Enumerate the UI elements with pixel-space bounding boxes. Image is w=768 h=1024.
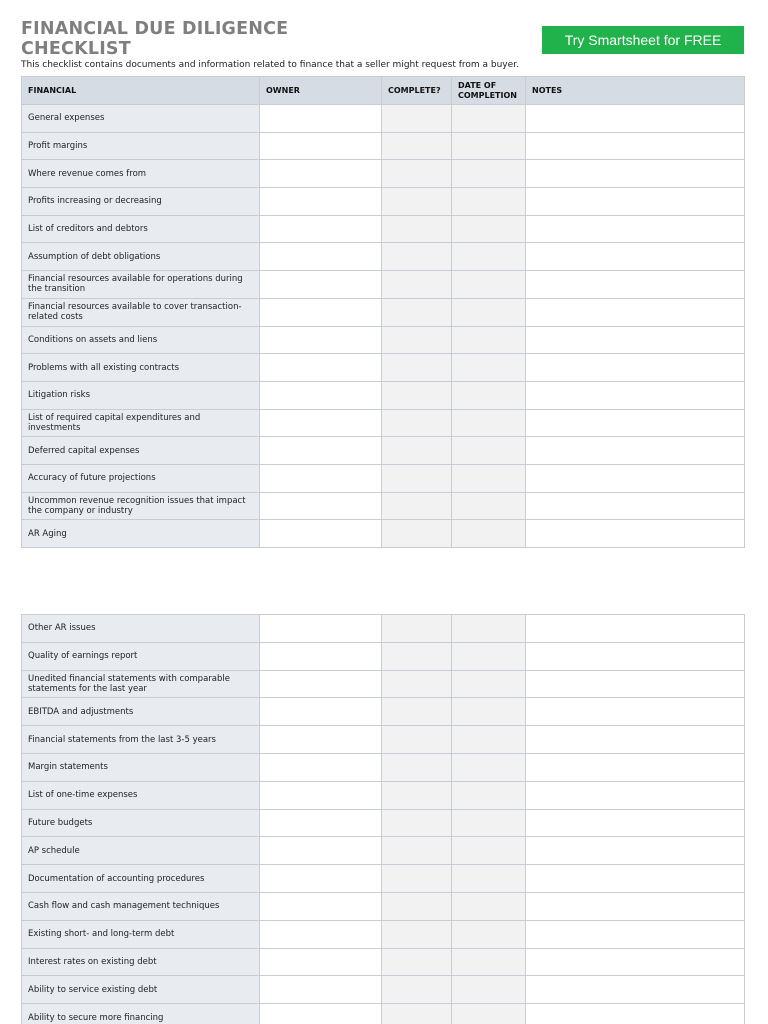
date-of-completion-cell[interactable] (452, 892, 526, 920)
owner-cell[interactable] (260, 520, 382, 548)
notes-cell[interactable] (526, 976, 745, 1004)
date-of-completion-cell[interactable] (452, 132, 526, 160)
complete-cell[interactable] (382, 326, 452, 354)
item-label: EBITDA and adjustments (22, 698, 260, 726)
table-row (22, 381, 745, 409)
complete-cell[interactable] (382, 298, 452, 326)
complete-cell[interactable] (382, 948, 452, 976)
notes-cell[interactable] (526, 215, 745, 243)
table-row (22, 492, 745, 520)
owner-cell[interactable] (260, 920, 382, 948)
table-row (22, 642, 745, 670)
date-of-completion-cell[interactable] (452, 948, 526, 976)
table-row (22, 326, 745, 354)
column-header-financial: FINANCIAL (22, 77, 260, 105)
owner-cell[interactable] (260, 726, 382, 754)
owner-cell[interactable] (260, 698, 382, 726)
date-of-completion-cell[interactable] (452, 809, 526, 837)
complete-cell[interactable] (382, 105, 452, 133)
date-of-completion-cell[interactable] (452, 642, 526, 670)
notes-cell[interactable] (526, 892, 745, 920)
complete-cell[interactable] (382, 615, 452, 643)
notes-cell[interactable] (526, 698, 745, 726)
complete-cell[interactable] (382, 132, 452, 160)
owner-cell[interactable] (260, 354, 382, 382)
item-label: Margin statements (22, 753, 260, 781)
table-row (22, 105, 745, 133)
item-label: Profits increasing or decreasing (22, 188, 260, 216)
table-row (22, 298, 745, 326)
date-of-completion-cell[interactable] (452, 105, 526, 133)
table-row (22, 892, 745, 920)
owner-cell[interactable] (260, 753, 382, 781)
notes-cell[interactable] (526, 809, 745, 837)
notes-cell[interactable] (526, 243, 745, 271)
item-label: Deferred capital expenses (22, 437, 260, 465)
date-of-completion-cell[interactable] (452, 920, 526, 948)
date-of-completion-cell[interactable] (452, 781, 526, 809)
page-title: FINANCIAL DUE DILIGENCE CHECKLIST (21, 19, 289, 59)
owner-cell[interactable] (260, 381, 382, 409)
column-header-date-of-completion: DATE OF COMPLETION (452, 77, 526, 105)
owner-cell[interactable] (260, 492, 382, 520)
owner-cell[interactable] (260, 837, 382, 865)
notes-cell[interactable] (526, 492, 745, 520)
item-label: Conditions on assets and liens (22, 326, 260, 354)
notes-cell[interactable] (526, 160, 745, 188)
date-of-completion-cell[interactable] (452, 520, 526, 548)
table-row (22, 188, 745, 216)
date-of-completion-cell[interactable] (452, 188, 526, 216)
item-label: Accuracy of future projections (22, 464, 260, 492)
item-label: AP schedule (22, 837, 260, 865)
notes-cell[interactable] (526, 837, 745, 865)
item-label: Existing short- and long-term debt (22, 920, 260, 948)
complete-cell[interactable] (382, 492, 452, 520)
item-label: Ability to service existing debt (22, 976, 260, 1004)
date-of-completion-cell[interactable] (452, 409, 526, 437)
item-label: List of required capital expenditures and investments (22, 409, 260, 437)
table-header-row (22, 77, 745, 105)
owner-cell[interactable] (260, 271, 382, 299)
complete-cell[interactable] (382, 837, 452, 865)
owner-cell[interactable] (260, 243, 382, 271)
table-row (22, 948, 745, 976)
table-row (22, 520, 745, 548)
complete-cell[interactable] (382, 726, 452, 754)
item-label: Quality of earnings report (22, 642, 260, 670)
item-label: List of one-time expenses (22, 781, 260, 809)
notes-cell[interactable] (526, 464, 745, 492)
table-row (22, 243, 745, 271)
date-of-completion-cell[interactable] (452, 837, 526, 865)
owner-cell[interactable] (260, 132, 382, 160)
item-label: Financial resources available to cover transaction-related costs (22, 298, 260, 326)
table-row (22, 837, 745, 865)
owner-cell[interactable] (260, 809, 382, 837)
notes-cell[interactable] (526, 670, 745, 698)
table-row (22, 670, 745, 698)
complete-cell[interactable] (382, 381, 452, 409)
owner-cell[interactable] (260, 976, 382, 1004)
date-of-completion-cell[interactable] (452, 298, 526, 326)
item-label: Litigation risks (22, 381, 260, 409)
owner-cell[interactable] (260, 326, 382, 354)
complete-cell[interactable] (382, 160, 452, 188)
notes-cell[interactable] (526, 1004, 745, 1024)
notes-cell[interactable] (526, 753, 745, 781)
owner-cell[interactable] (260, 105, 382, 133)
date-of-completion-cell[interactable] (452, 976, 526, 1004)
item-label: List of creditors and debtors (22, 215, 260, 243)
complete-cell[interactable] (382, 642, 452, 670)
complete-cell[interactable] (382, 409, 452, 437)
notes-cell[interactable] (526, 642, 745, 670)
notes-cell[interactable] (526, 409, 745, 437)
table-row (22, 781, 745, 809)
complete-cell[interactable] (382, 753, 452, 781)
notes-cell[interactable] (526, 381, 745, 409)
column-header-notes: NOTES (526, 77, 745, 105)
notes-cell[interactable] (526, 920, 745, 948)
date-of-completion-cell[interactable] (452, 354, 526, 382)
item-label: Ability to secure more financing (22, 1004, 260, 1024)
notes-cell[interactable] (526, 132, 745, 160)
item-label: Uncommon revenue recognition issues that impact the company or industry (22, 492, 260, 520)
complete-cell[interactable] (382, 920, 452, 948)
owner-cell[interactable] (260, 437, 382, 465)
notes-cell[interactable] (526, 726, 745, 754)
owner-cell[interactable] (260, 642, 382, 670)
table-row (22, 215, 745, 243)
table-row (22, 698, 745, 726)
date-of-completion-cell[interactable] (452, 615, 526, 643)
owner-cell[interactable] (260, 781, 382, 809)
date-of-completion-cell[interactable] (452, 437, 526, 465)
notes-cell[interactable] (526, 354, 745, 382)
checklist-table-2 (21, 614, 745, 1024)
table-row (22, 271, 745, 299)
table-row (22, 615, 745, 643)
item-label: Financial resources available for operations during the transition (22, 271, 260, 299)
complete-cell[interactable] (382, 215, 452, 243)
item-label: Financial statements from the last 3-5 years (22, 726, 260, 754)
date-of-completion-cell[interactable] (452, 698, 526, 726)
checklist-table-1 (21, 76, 745, 548)
date-of-completion-cell[interactable] (452, 865, 526, 893)
owner-cell[interactable] (260, 298, 382, 326)
table-row (22, 354, 745, 382)
table-row (22, 809, 745, 837)
complete-cell[interactable] (382, 781, 452, 809)
table-row (22, 409, 745, 437)
item-label: Cash flow and cash management techniques (22, 892, 260, 920)
item-label: Future budgets (22, 809, 260, 837)
date-of-completion-cell[interactable] (452, 670, 526, 698)
complete-cell[interactable] (382, 809, 452, 837)
notes-cell[interactable] (526, 615, 745, 643)
notes-cell[interactable] (526, 271, 745, 299)
complete-cell[interactable] (382, 865, 452, 893)
try-smartsheet-button[interactable]: Try Smartsheet for FREE (542, 26, 744, 54)
item-label: Other AR issues (22, 615, 260, 643)
notes-cell[interactable] (526, 781, 745, 809)
notes-cell[interactable] (526, 105, 745, 133)
owner-cell[interactable] (260, 670, 382, 698)
table-row (22, 753, 745, 781)
complete-cell[interactable] (382, 437, 452, 465)
complete-cell[interactable] (382, 188, 452, 216)
owner-cell[interactable] (260, 615, 382, 643)
complete-cell[interactable] (382, 670, 452, 698)
table-row (22, 132, 745, 160)
complete-cell[interactable] (382, 354, 452, 382)
item-label: Assumption of debt obligations (22, 243, 260, 271)
date-of-completion-cell[interactable] (452, 753, 526, 781)
date-of-completion-cell[interactable] (452, 464, 526, 492)
date-of-completion-cell[interactable] (452, 1004, 526, 1024)
complete-cell[interactable] (382, 1004, 452, 1024)
owner-cell[interactable] (260, 865, 382, 893)
owner-cell[interactable] (260, 215, 382, 243)
item-label: Where revenue comes from (22, 160, 260, 188)
owner-cell[interactable] (260, 892, 382, 920)
table-row (22, 976, 745, 1004)
date-of-completion-cell[interactable] (452, 726, 526, 754)
item-label: Profit margins (22, 132, 260, 160)
notes-cell[interactable] (526, 188, 745, 216)
date-of-completion-cell[interactable] (452, 160, 526, 188)
item-label: Unedited financial statements with comparable statements for the last year (22, 670, 260, 698)
column-header-owner: OWNER (260, 77, 382, 105)
date-of-completion-cell[interactable] (452, 492, 526, 520)
owner-cell[interactable] (260, 464, 382, 492)
item-label: AR Aging (22, 520, 260, 548)
date-of-completion-cell[interactable] (452, 215, 526, 243)
complete-cell[interactable] (382, 976, 452, 1004)
owner-cell[interactable] (260, 1004, 382, 1024)
complete-cell[interactable] (382, 243, 452, 271)
complete-cell[interactable] (382, 520, 452, 548)
complete-cell[interactable] (382, 464, 452, 492)
complete-cell[interactable] (382, 892, 452, 920)
date-of-completion-cell[interactable] (452, 271, 526, 299)
notes-cell[interactable] (526, 298, 745, 326)
table-row (22, 160, 745, 188)
owner-cell[interactable] (260, 160, 382, 188)
page-description: This checklist contains documents and information related to finance that a seller might request from a buyer. (21, 60, 519, 70)
item-label: Documentation of accounting procedures (22, 865, 260, 893)
notes-cell[interactable] (526, 520, 745, 548)
owner-cell[interactable] (260, 188, 382, 216)
table-row (22, 464, 745, 492)
notes-cell[interactable] (526, 326, 745, 354)
column-header-complete: COMPLETE? (382, 77, 452, 105)
owner-cell[interactable] (260, 948, 382, 976)
table-row (22, 865, 745, 893)
date-of-completion-cell[interactable] (452, 243, 526, 271)
table-row (22, 1004, 745, 1024)
table-row (22, 920, 745, 948)
item-label: Interest rates on existing debt (22, 948, 260, 976)
date-of-completion-cell[interactable] (452, 381, 526, 409)
table-row (22, 726, 745, 754)
complete-cell[interactable] (382, 271, 452, 299)
item-label: General expenses (22, 105, 260, 133)
owner-cell[interactable] (260, 409, 382, 437)
date-of-completion-cell[interactable] (452, 326, 526, 354)
table-row (22, 437, 745, 465)
notes-cell[interactable] (526, 437, 745, 465)
notes-cell[interactable] (526, 948, 745, 976)
item-label: Problems with all existing contracts (22, 354, 260, 382)
complete-cell[interactable] (382, 698, 452, 726)
notes-cell[interactable] (526, 865, 745, 893)
